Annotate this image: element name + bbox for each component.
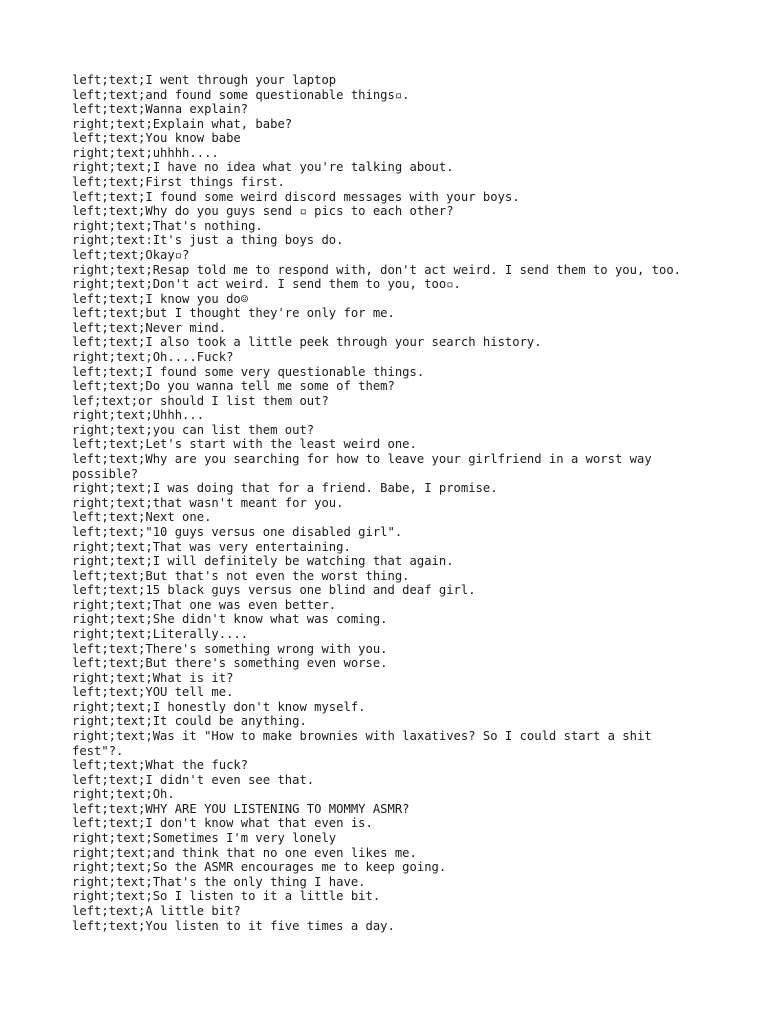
text-line: right;text;Literally.... xyxy=(72,626,249,641)
text-line: left;text;Never mind. xyxy=(72,320,227,335)
text-line: right;text;Uhhh... xyxy=(72,408,205,423)
text-line: left;text;There's something wrong with you. xyxy=(72,641,388,656)
text-line: right;text;you can list them out? xyxy=(72,422,315,437)
text-line: left;text;I know you do☺ xyxy=(72,291,249,306)
text-line: right;text;That's the only thing I have. xyxy=(72,874,366,889)
text-line: left;text;Do you wanna tell me some of them? xyxy=(72,379,395,394)
text-line: right;text;Sometimes I'm very lonely xyxy=(72,831,337,846)
text-line: right;text;Explain what, babe? xyxy=(72,116,293,131)
text-line: right;text;That was very entertaining. xyxy=(72,539,351,554)
text-line: left;text;But there's something even worse. xyxy=(72,656,388,671)
text-line: left;text;I also took a little peek through your search history. xyxy=(72,335,542,350)
text-line: right;text;Resap told me to respond with, don't act weird. I send them to you, too. xyxy=(72,262,682,277)
document-body xyxy=(72,73,702,933)
text-line: left;text;YOU tell me. xyxy=(72,685,234,700)
text-line: left;text;I found some very questionable things. xyxy=(72,364,425,379)
text-line: left;text;But that's not even the worst thing. xyxy=(72,568,410,583)
text-line: left;text;but I thought they're only for me. xyxy=(72,306,395,321)
text-line: left;text;"10 guys versus one disabled girl". xyxy=(72,524,403,539)
text-line: left;text;I didn't even see that. xyxy=(72,772,315,787)
text-line: right;text;What is it? xyxy=(72,670,234,685)
text-line: right;text;that wasn't meant for you. xyxy=(72,495,344,510)
text-line: right;text;That one was even better. xyxy=(72,597,337,612)
text-line: right;text;So I listen to it a little bit. xyxy=(72,889,381,904)
text-line: right;text;So the ASMR encourages me to keep going. xyxy=(72,860,447,875)
text-line: left;text;I found some weird discord messages with your boys. xyxy=(72,189,520,204)
text-line: left;text;Let's start with the least weird one. xyxy=(72,437,417,452)
text-line: left;text;You know babe xyxy=(72,131,241,146)
text-line: right;text;I will definitely be watching that again. xyxy=(72,554,454,569)
text-line: left;text;Next one. xyxy=(72,510,212,525)
text-line: right;text;She didn't know what was coming. xyxy=(72,612,388,627)
text-line: left;text;Wanna explain? xyxy=(72,102,249,117)
text-line: right;text:It's just a thing boys do. xyxy=(72,233,344,248)
text-line: right;text;uhhhh.... xyxy=(72,145,219,160)
text-line: right;text;I was doing that for a friend. Babe, I promise. xyxy=(72,481,498,496)
text-line: right;text;I have no idea what you're talking about. xyxy=(72,160,454,175)
text-line: left;text;Why are you searching for how to leave your girlfriend in a worst way possible? xyxy=(72,452,660,481)
text-line: right;text;Don't act weird. I send them to you, too▫. xyxy=(72,277,461,292)
text-line: right;text;Was it "How to make brownies with laxatives? So I could start a shit fest"?. xyxy=(72,729,660,758)
text-line: left;text;WHY ARE YOU LISTENING TO MOMMY ASMR? xyxy=(72,801,410,816)
text-line: left;text;15 black guys versus one blind and deaf girl. xyxy=(72,583,476,598)
text-line: left;text;I went through your laptop xyxy=(72,73,337,87)
text-line: right;text;Oh. xyxy=(72,787,175,802)
text-line: right;text;I honestly don't know myself. xyxy=(72,699,366,714)
text-line: left;text;Okay▫? xyxy=(72,247,190,262)
text-line: left;text;First things first. xyxy=(72,175,285,190)
text-line: left;text;What the fuck? xyxy=(72,758,249,773)
text-line: lef;text;or should I list them out? xyxy=(72,393,329,408)
text-line: right;text;Oh....Fuck? xyxy=(72,349,234,364)
text-line: left;text;I don't know what that even is. xyxy=(72,816,373,831)
text-line: left;text;Why do you guys send ▫ pics to each other? xyxy=(72,204,454,219)
text-line: left;text;A little bit? xyxy=(72,903,241,918)
text-line: right;text;That's nothing. xyxy=(72,218,263,233)
text-line: left;text;You listen to it five times a day. xyxy=(72,918,395,933)
text-line: right;text;and think that no one even likes me. xyxy=(72,845,417,860)
text-line: right;text;It could be anything. xyxy=(72,714,307,729)
text-line: left;text;and found some questionable things▫. xyxy=(72,87,410,102)
